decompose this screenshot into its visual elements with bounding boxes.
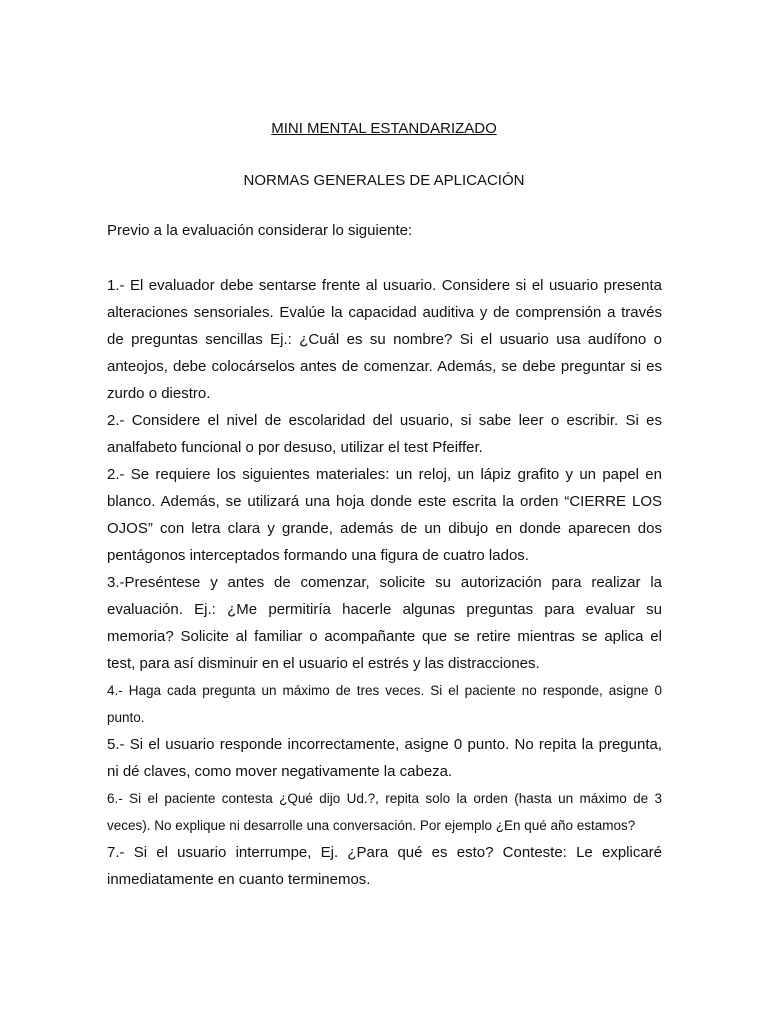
instruction-item-2: 2.- Considere el nivel de escolaridad del usuario, si sabe leer o escribir. Si es analfabeto funcional o por desuso, utilizar el test Pfeiffer. [107, 412, 662, 456]
instruction-item-5: 5.- Si el usuario responde incorrectamente, asigne 0 punto. No repita la pregunta, ni dé claves, como mover negativamente la cabeza. [107, 736, 662, 780]
intro-paragraph: Previo a la evaluación considerar lo siguiente: [107, 222, 413, 239]
instruction-item-7: 7.- Si el usuario interrumpe, Ej. ¿Para qué es esto? Conteste: Le explicaré inmediatamente en cuanto terminemos. [107, 844, 662, 888]
instruction-item-2b: 2.- Se requiere los siguientes materiales: un reloj, un lápiz grafito y un papel en blanco. Además, se utilizará una hoja donde este escrita la orden “CIERRE LOS OJOS” con letra clara y grande, además de un dibujo en donde aparecen dos pentágonos interceptados formando una figura de cuatro lados. [107, 466, 662, 564]
instruction-item-6: 6.- Si el paciente contesta ¿Qué dijo Ud.?, repita solo la orden (hasta un máximo de 3 veces). No explique ni desarrolle una conversación. Por ejemplo ¿En qué año estamos? [107, 791, 662, 833]
document-subtitle: NORMAS GENERALES DE APLICACIÓN [243, 172, 525, 189]
instruction-item-4: 4.- Haga cada pregunta un máximo de tres veces. Si el paciente no responde, asigne 0 punto. [107, 683, 662, 725]
instructions-list [107, 272, 662, 893]
document-title: MINI MENTAL ESTANDARIZADO [271, 120, 497, 137]
instruction-item-1: 1.- El evaluador debe sentarse frente al usuario. Considere si el usuario presenta alteraciones sensoriales. Evalúe la capacidad auditiva y de comprensión a través de preguntas sencillas Ej.: ¿Cuál es su nombre? Si el usuario usa audífono o anteojos, debe colocárselos antes de comenzar. Además, se debe preguntar si es zurdo o diestro. [107, 277, 662, 402]
instruction-item-3: 3.-Preséntese y antes de comenzar, solicite su autorización para realizar la evaluación. Ej.: ¿Me permitiría hacerle algunas preguntas para evaluar su memoria? Solicite al familiar o acompañante que se retire mientras se aplica el test, para así disminuir en el usuario el estrés y las distracciones. [107, 574, 662, 672]
